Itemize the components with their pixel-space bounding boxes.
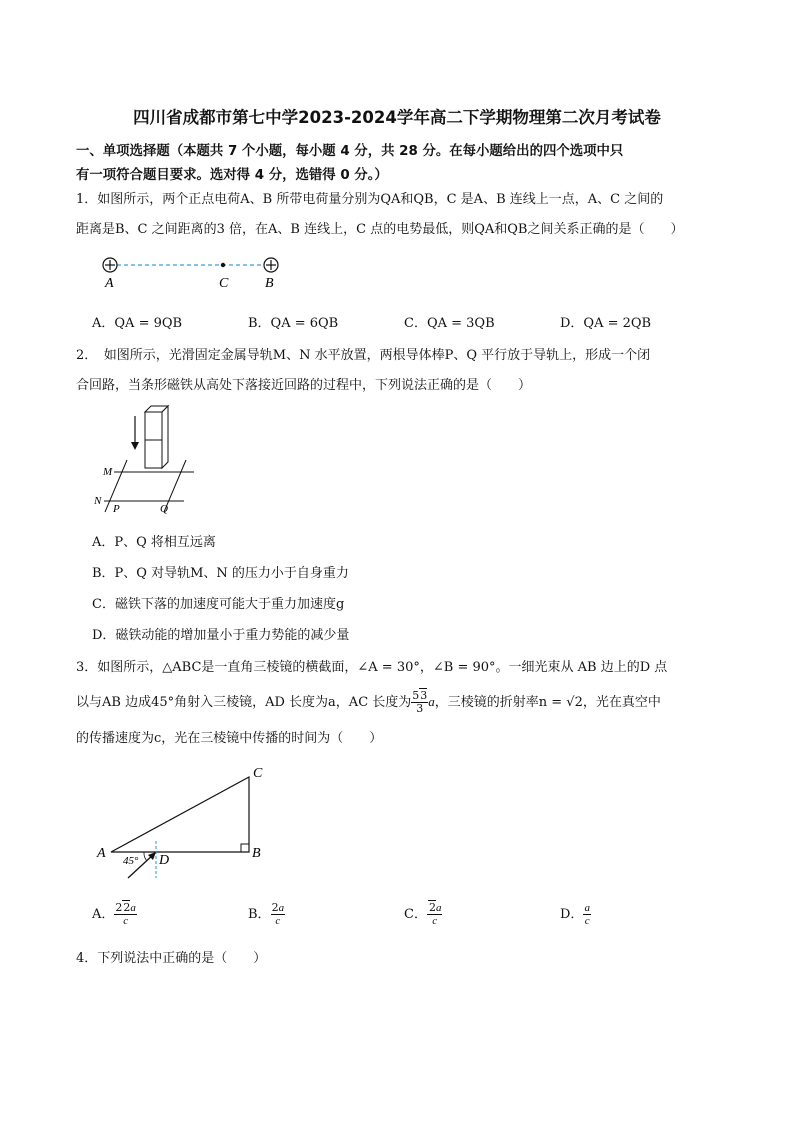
q3-option-c[interactable]: C． $\frac{2a}{c}$ xyxy=(404,901,442,927)
section-heading-line2: 有一项符合题目要求。选对得 4 分，选错得 0 分。） xyxy=(76,168,388,183)
label-d: D xyxy=(159,853,170,868)
q1-option-c[interactable]: C．QA = 3QB xyxy=(404,316,495,331)
section-heading-line1: 一、单项选择题（本题共 7 个小题，每小题 4 分，共 28 分。在每小题给出的四个选项中只 xyxy=(76,144,624,159)
q2-option-b[interactable]: B．P、Q 对导轨M、N 的压力小于自身重力 xyxy=(92,566,349,581)
label-angle: 45° xyxy=(123,855,139,867)
q3-text-line3: 的传播速度为c，光在三棱镜中传播的时间为（ ） xyxy=(76,731,383,746)
q3-option-b[interactable]: B． $\frac{2a}{c}$ xyxy=(248,901,285,927)
label-c: C xyxy=(253,766,263,781)
q1-option-a[interactable]: A．QA = 9QB xyxy=(92,316,183,331)
q2-option-a[interactable]: A．P、Q 将相互远离 xyxy=(92,535,216,550)
ac-length-fraction: $\frac{53}{3}$ xyxy=(412,689,428,715)
page-title: 四川省成都市第七中学2023-2024学年高二下学期物理第二次月考试卷 xyxy=(133,108,661,127)
q1-option-d[interactable]: D．QA = 2QB xyxy=(560,316,652,331)
prism-triangle xyxy=(111,777,249,852)
q1-text-line2: 距离是B、C 之间距离的3 倍，在A、B 连线上，C 点的电势最低，则QA和QB之间关系正确的是（ ） xyxy=(76,222,684,237)
q3-option-a[interactable]: A． $\frac{22a}{c}$ xyxy=(92,901,136,927)
q2-figure xyxy=(90,404,200,516)
label-q: Q xyxy=(160,503,168,515)
q2-text-line1: 2． 如图所示，光滑固定金属导轨M、N 水平放置，两根导体棒P、Q 平行放于导轨上，形成一个闭 xyxy=(76,348,651,363)
point-c-dot xyxy=(221,263,225,267)
q2-option-c[interactable]: C．磁铁下落的加速度可能大于重力加速度g xyxy=(92,597,345,612)
label-b: B xyxy=(252,846,261,861)
q3-figure xyxy=(92,760,272,885)
label-c: C xyxy=(219,276,229,291)
bar-magnet xyxy=(145,406,168,468)
q3-text-line2: 以与AB 边成45°角射入三棱镜，AD 长度为a，AC 长度为 $\frac{53}{3}$ a，三棱镜的折射率n = √2，光在真空中 xyxy=(76,689,661,715)
label-a: A xyxy=(105,276,114,291)
q1-text-line1: 1．如图所示，两个正点电荷A、B 所带电荷量分别为QA和QB，C 是A、B 连线上一点，A、C 之间的 xyxy=(76,192,664,207)
label-a: A xyxy=(97,846,106,861)
q3-option-d[interactable]: D． $\frac{a}{c}$ xyxy=(560,902,590,927)
label-b: B xyxy=(265,276,274,291)
q2-option-d[interactable]: D．磁铁动能的增加量小于重力势能的减少量 xyxy=(92,628,350,643)
label-m: M xyxy=(103,466,113,478)
label-p: P xyxy=(113,503,120,515)
label-n: N xyxy=(94,495,102,507)
q2-text-line2: 合回路，当条形磁铁从高处下落接近回路的过程中，下列说法正确的是（ ） xyxy=(76,378,532,393)
q3-text-line2a: 以与AB 边成45°角射入三棱镜，AD 长度为a，AC 长度为 xyxy=(76,695,412,710)
q1-figure xyxy=(96,252,296,292)
q4-text-line1: 4．下列说法中正确的是（ ） xyxy=(76,951,267,966)
q1-option-b[interactable]: B．QA = 6QB xyxy=(248,316,339,331)
q3-text-line2b: ，三棱镜的折射率n = √2，光在真空中 xyxy=(434,695,661,710)
q3-text-line1: 3．如图所示，△ABC是一直角三棱镜的横截面，∠A = 30°，∠B = 90°。一细光束从 AB 边上的D 点 xyxy=(76,660,668,675)
